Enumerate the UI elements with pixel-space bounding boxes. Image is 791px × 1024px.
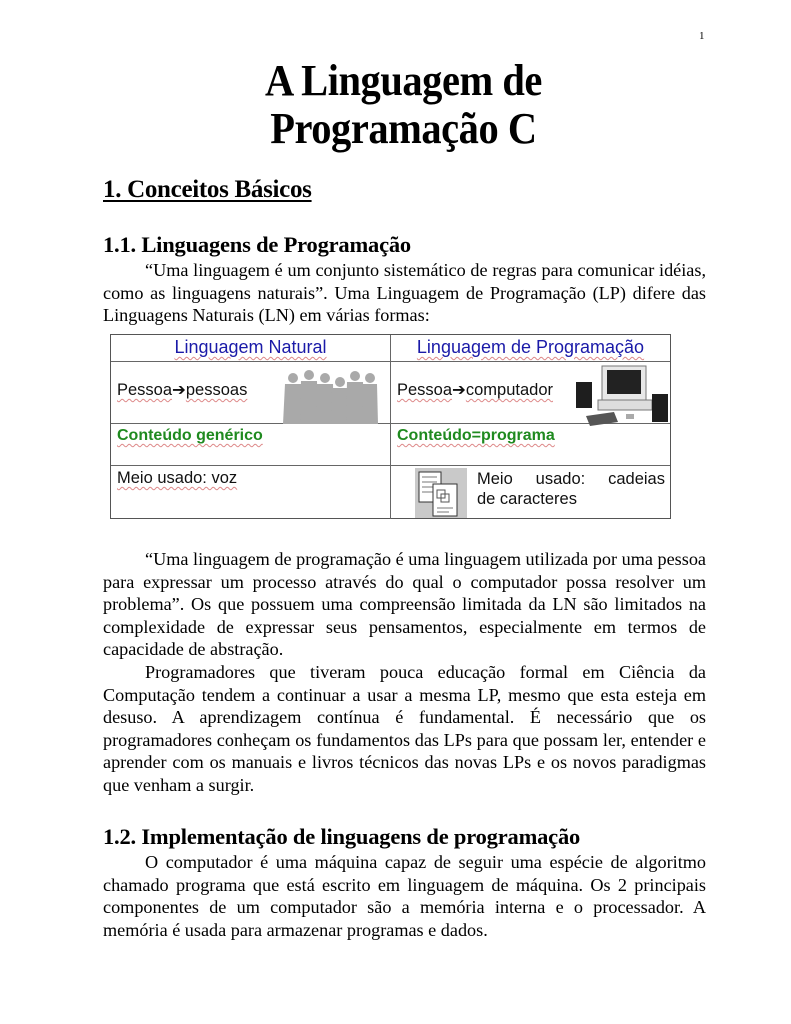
header-programming-text: Linguagem de Programação: [416, 337, 645, 357]
cell-text: Pessoa: [397, 381, 453, 399]
cell-text: Pessoa: [117, 381, 173, 399]
header-natural-language: [111, 335, 391, 361]
cell-text: pessoas: [185, 381, 248, 399]
section-heading-1-2: 1.2. Implementação de linguagens de programação: [103, 824, 581, 849]
cell-generic-content: [111, 424, 391, 465]
arrow-right-icon: ➔: [452, 381, 466, 399]
intro-paragraph: [103, 259, 706, 327]
title-line-1: A Linguagem de: [264, 56, 542, 105]
header-programming-language: [391, 335, 670, 361]
document-title: [32, 57, 774, 153]
page-number: 1: [699, 30, 705, 42]
table-row-medium: [111, 466, 670, 519]
intro-text: “Uma linguagem é um conjunto sistemático de regras para comunicar idéias, como as linguagens naturais”. Uma Linguagem de Programação (LP) difere das Linguagens Naturais (LN) em várias formas:: [103, 260, 706, 326]
cell-text: Conteúdo=programa: [397, 427, 555, 444]
desktop-computer-icon: [574, 364, 670, 426]
paragraph-text: “Uma linguagem de programação é uma linguagem utilizada por uma pessoa para expressar um processo através do qual o computador possa resolver um problema”. Os que possuem uma compreensão limitada da LN são limitados na complexidade de expressar seus pensamentos, especialmente em termos de capacidade de abstração.: [103, 549, 706, 660]
cell-text: Meio usado: cadeias: [477, 470, 665, 488]
paragraph-definition: [103, 548, 706, 661]
section-heading-1-1: 1.1. Linguagens de Programação: [103, 232, 411, 257]
cell-voice-medium: [111, 466, 391, 519]
section-heading-1: 1. Conceitos Básicos: [103, 176, 312, 203]
paragraph-programmers: [103, 661, 706, 797]
cell-character-strings-medium: [391, 466, 670, 519]
cell-text: Conteúdo genérico: [117, 427, 263, 444]
paragraph-implementation: [103, 851, 706, 941]
arrow-right-icon: ➔: [172, 381, 186, 399]
header-natural-text: Linguagem Natural: [174, 337, 327, 357]
cell-person-to-people: [111, 362, 391, 423]
comparison-table: [110, 334, 671, 519]
table-row-communication: [111, 362, 670, 424]
cell-text: Meio usado: voz: [117, 469, 238, 487]
people-silhouette-icon: [279, 368, 379, 424]
documents-icon: [415, 468, 467, 518]
paragraph-text: O computador é uma máquina capaz de seguir uma espécie de algoritmo chamado programa que está escrito em linguagem de máquina. Os 2 principais componentes de um computador são a memória interna e o processador. A memória é usada para armazenar programas e dados.: [103, 852, 706, 940]
cell-person-to-computer: [391, 362, 670, 423]
table-row-content: [111, 424, 670, 466]
title-line-2: Programação C: [270, 104, 537, 153]
cell-program-content: [391, 424, 670, 465]
cell-text: computador: [465, 381, 554, 399]
cell-text: de caracteres: [477, 490, 577, 508]
paragraph-text: Programadores que tiveram pouca educação formal em Ciência da Computação tendem a continuar a usar a mesma LP, mesmo que esta esteja em desuso. A aprendizagem contínua é fundamental. É necessário que os programadores conheçam os fundamentos das LPs para que possam ler, entender e aprender com os manuais e livros técnicos das novas LPs e os novos paradigmas que venham a surgir.: [103, 662, 706, 795]
table-header-row: [111, 335, 670, 362]
